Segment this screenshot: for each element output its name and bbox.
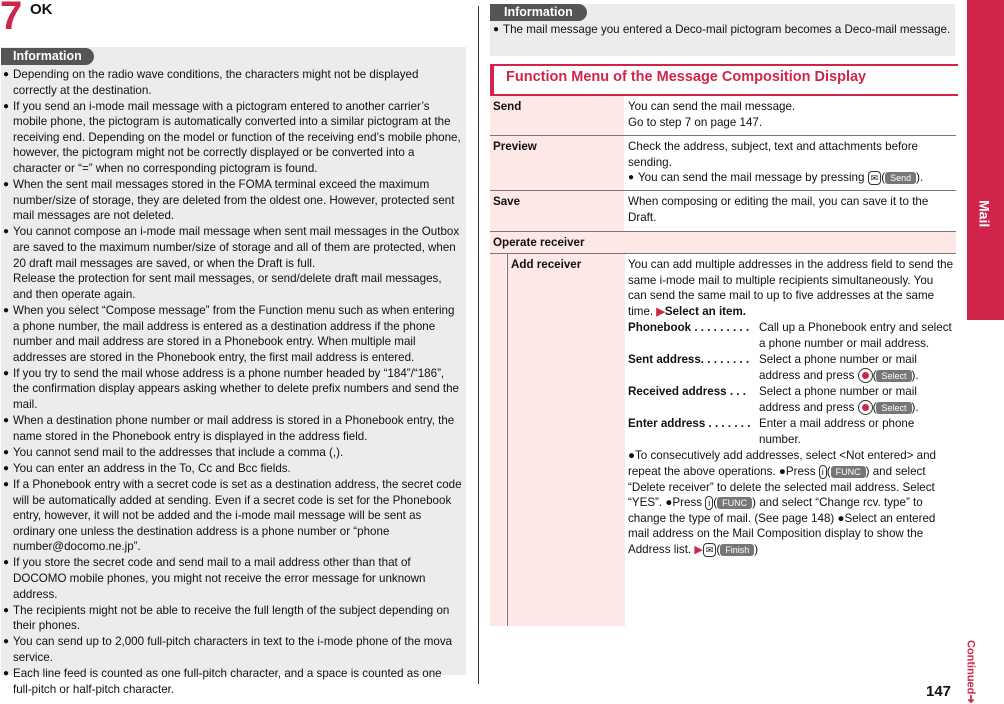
row-value: Check the address, subject, text and attachments before sending. ● You can send the mail message by pressing ✉ ( Send ). bbox=[628, 140, 924, 185]
info-item: ● When you select “Compose message” from the Function menu such as when entering a phone number, the mail address is entered as a destination address if the phone number and mail address are stored in a Phonebook entry. When multiple mail addresses are stored in the Phonebook entry, the first mail address is entered. bbox=[3, 303, 455, 364]
option-sent-address: Sent address. . . . . . . . Select a phone number or mail address and press ( Select ). bbox=[628, 353, 919, 382]
info-item: ● You cannot send mail to the addresses that include a comma (,). bbox=[3, 445, 344, 459]
row-key-add-receiver: Add receiver bbox=[507, 254, 625, 626]
step-text: OK bbox=[30, 1, 53, 18]
table-row-send bbox=[490, 96, 956, 136]
info-item: ● You cannot compose an i-mode mail message when sent mail messages in the Outbox are saved to the maximum number/size of storage and all of them are protected, when 20 draft mail messages are saved, or when the Draft is full. Release the protection for sent mail messages, or send/delete draft mail messages, and then operate again. bbox=[3, 225, 460, 301]
bullet-change-type: ●Press i ( FUNC ) and select “Change rcv. type” to change the type of mail. (See page 148) bbox=[628, 496, 923, 525]
row-value: You can send the mail message. Go to step 7 on page 147. bbox=[628, 100, 796, 129]
continued-label: Continued➜ bbox=[964, 640, 977, 704]
step-arrow-icon: ▶ bbox=[694, 543, 703, 556]
info-item: ● If a Phonebook entry with a secret code is set as a destination address, the secret code will be automatically added at sending. Even if a secret code is set for the Phonebook entry, however, it will not be added and the i-mode mail message will be sent as ordinary one unless the destination address is a phone number or “phone number@docomo.ne.jp”. bbox=[3, 477, 462, 554]
select-softkey: Select bbox=[876, 370, 911, 382]
mail-key-icon: ✉ bbox=[868, 171, 882, 185]
step-arrow-icon: ▶ bbox=[656, 305, 665, 318]
option-enter-address: Enter address . . . . . . . Enter a mail address or phone number. bbox=[628, 417, 915, 446]
column-divider bbox=[478, 6, 479, 684]
select-softkey: Select bbox=[876, 402, 911, 414]
subrow-indent bbox=[490, 254, 506, 626]
page-number: 147 bbox=[926, 683, 952, 700]
bullet-address-list: ●Select an entered mail address on the Mail Composition display to show the Address list. bbox=[628, 511, 936, 556]
chapter-label: Mail bbox=[976, 200, 993, 228]
row-key: Send bbox=[490, 96, 624, 135]
step-number: 7 bbox=[0, 0, 23, 38]
section-title bbox=[490, 64, 958, 96]
left-information-tab: Information bbox=[1, 48, 94, 65]
center-key-icon bbox=[858, 368, 873, 383]
mail-key-icon: ✉ bbox=[703, 543, 717, 557]
bullet-consecutive: ●To consecutively add addresses, select <Not entered> and repeat the above operations. bbox=[628, 449, 936, 478]
row-key: Preview bbox=[490, 136, 624, 190]
send-softkey: Send bbox=[885, 172, 916, 184]
info-item: ● When the sent mail messages stored in the FOMA terminal exceed the maximum number/size of storage, they are deleted from the oldest one. However, protected sent mail messages are not deleted. bbox=[3, 178, 455, 223]
section-title-text: Function Menu of the Message Composition Display bbox=[506, 69, 867, 85]
func-softkey: FUNC bbox=[831, 466, 866, 478]
row-value: When composing or editing the mail, you can save it to the Draft. bbox=[628, 195, 929, 224]
i-key-icon: i bbox=[705, 496, 713, 510]
i-key-icon: i bbox=[819, 465, 827, 479]
bullet-delete-receiver: ●Press i ( FUNC ) and select “Delete receiver” to delete the selected mail address. Select “YES”. bbox=[628, 464, 935, 510]
chapter-side-tab bbox=[967, 0, 1004, 320]
center-key-icon bbox=[858, 400, 873, 415]
option-phonebook: Phonebook . . . . . . . . . Call up a Phonebook entry and select a phone number or mail address. bbox=[628, 321, 952, 350]
left-information-list bbox=[3, 67, 463, 698]
finish-softkey: Finish bbox=[720, 544, 754, 556]
info-item: ● The recipients might not be able to receive the full length of the subject depending on their phones. bbox=[3, 603, 450, 633]
info-item: ● If you send an i-mode mail message with a pictogram entered to another carrier’s mobile phone, the pictogram is automatically converted into a similar pictogram at the receiving end. Depending on the model or function of the receiving end’s mobile phone, however, the pictogram might not be correctly displayed or be converted into a character or “=” when no corresponding pictogram is found. bbox=[3, 99, 461, 176]
info-item: ● You can send up to 2,000 full-pitch characters in text to the i-mode phone of the mova service. bbox=[3, 635, 453, 664]
table-row-save bbox=[490, 191, 956, 232]
func-softkey: FUNC bbox=[717, 497, 752, 509]
info-item: ● When a destination phone number or mail address is stored in a Phonebook entry, the name stored in the Phonebook entry is displayed in the address field. bbox=[3, 414, 455, 443]
row-key: Save bbox=[490, 191, 624, 231]
info-item: ● You can enter an address in the To, Cc and Bcc fields. bbox=[3, 461, 291, 475]
right-information-tab: Information bbox=[490, 4, 587, 21]
info-item: ● Each line feed is counted as one full-pitch character, and a space is counted as one full-pitch or half-pitch character. bbox=[3, 667, 442, 696]
info-item: ● If you try to send the mail whose address is a phone number headed by “184”/“186”, the confirmation display appears asking whether to delete prefix numbers and send the mail. bbox=[3, 366, 459, 411]
row-value-add-receiver: You can add multiple addresses in the address field to send the same i-mode mail to multiple recipients simultaneously. You can send the same mail to up to five addresses at the same time. ▶Select an item. Phonebook . . . . . . . . . Call up a Phonebook entry and select a phone number or mail address. Sent address. . . . . . . . Select a phone number or mail address and press ( Select ). Received address . . . Select a phone number or mail address and press ( Select ). Enter address . . . . . . . Enter a mail address or phone number. ●To consecutively add addresses, select <Not entered> and repeat the above operations. ●Press i ( FUNC ) and select “Delete receiver” to delete the selected mail address. Select “YES”. ●Press i ( FUNC ) and select “Change rcv. type” to change the type of mail. (See page 148) ●Select an entered mail address on the Mail Composition display to show the Address list. ▶ ✉ ( Finish ) bbox=[628, 258, 954, 556]
table-row-operate-receiver: Operate receiver bbox=[490, 232, 956, 254]
option-received-address: Received address . . . Select a phone number or mail address and press ( Select ). bbox=[628, 385, 919, 414]
info-item: ● If you store the secret code and send mail to a mail address other than that of DOCOMO mobile phones, you might not receive the error message for unknown address. bbox=[3, 556, 426, 601]
right-information-text: ● The mail message you entered a Deco-mail pictogram becomes a Deco-mail message. bbox=[493, 23, 951, 36]
table-row-preview bbox=[490, 136, 956, 191]
info-item: ● Depending on the radio wave conditions, the characters might not be displayed correctly at the destination. bbox=[3, 68, 419, 97]
